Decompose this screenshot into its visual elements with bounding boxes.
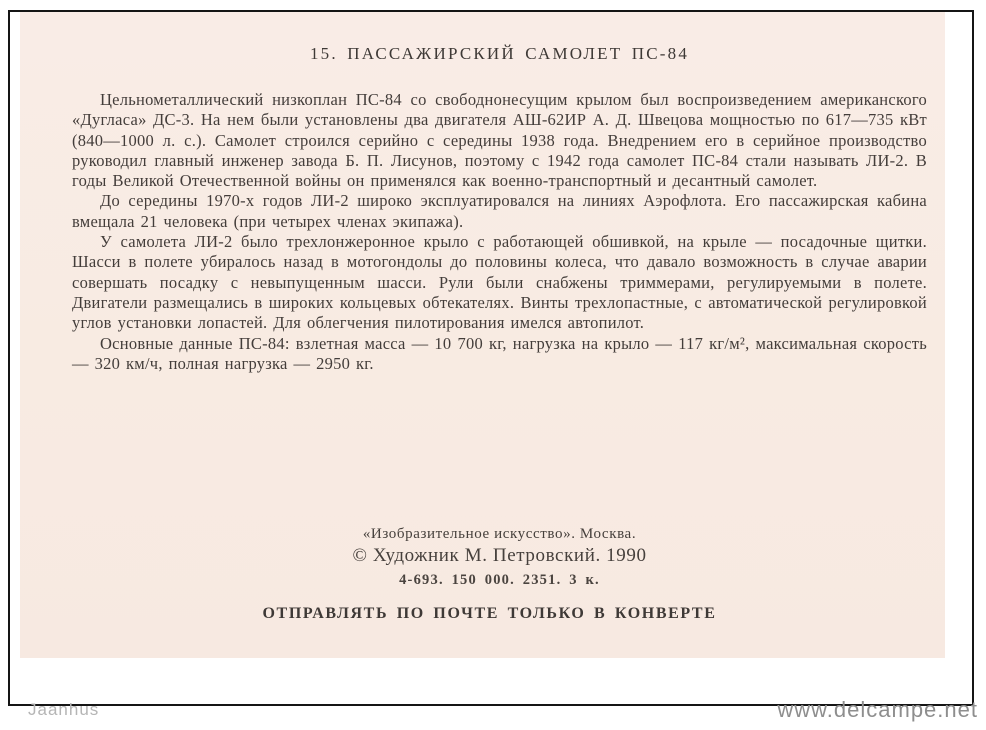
paragraph-history: Цельнометаллический низкоплан ПС-84 со свободнонесущим крылом был воспроизведением американского «Дугласа» ДС-3. На нем были установлены два двигателя АШ-62ИР А. Д. Швецова мощностью по 617—735 кВт (840—1000 л. с.). Самолет строился серийно с середины 1938 года. Внедрением его в серийное производство руководил главный инженер завода Б. П. Лисунов, поэтому с 1942 года самолет ПС-84 стали называть ЛИ-2. В годы Великой Отечественной войны он применялся как военно-транспортный и десантный самолет. bbox=[72, 90, 927, 191]
mailing-notice: ОТПРАВЛЯТЬ ПО ПОЧТЕ ТОЛЬКО В КОНВЕРТЕ bbox=[262, 605, 717, 623]
postcard-title: 15. ПАССАЖИРСКИЙ САМОЛЕТ ПС-84 bbox=[309, 44, 690, 63]
imprint-block bbox=[72, 526, 927, 589]
paragraph-specs: Основные данные ПС-84: взлетная масса — 10 700 кг, нагрузка на крыло — 117 кг/м², максимальная скорость — 320 км/ч, полная нагрузка — 2950 кг. bbox=[72, 333, 927, 373]
imprint-artist-copyright: © Художник М. Петровский. 1990 bbox=[352, 545, 647, 567]
scan-border-frame bbox=[8, 10, 974, 706]
imprint-print-code: 4-693. 150 000. 2351. 3 к. bbox=[399, 572, 600, 589]
watermark-site-url: www.delcampe.net bbox=[777, 697, 978, 722]
paragraph-design: У самолета ЛИ-2 было трехлонжеронное крыло с работающей обшивкой, на крыле — посадочные щитки. Шасси в полете убиралось назад в мотогондолы до половины колеса, что давало возможность в случае аварии совершать посадку с невыпущенным шасси. Рули были снабжены триммерами, регулируемыми в полете. Двигатели размещались в широких кольцевых обтекателях. Винты трехлопастные, с автоматической регулировкой углов установки лопастей. Для облегчения пилотирования имелся автопилот. bbox=[72, 232, 927, 333]
watermark-seller-name: Jaanhus bbox=[28, 700, 100, 719]
imprint-publisher: «Изобразительное искусство». Москва. bbox=[362, 526, 637, 543]
postcard-back bbox=[20, 12, 945, 658]
paragraph-service: До середины 1970-х годов ЛИ-2 широко эксплуатировался на линиях Аэрофлота. Его пассажирская кабина вмещала 21 человека (при четырех членах экипажа). bbox=[72, 191, 927, 231]
description-text bbox=[72, 90, 927, 374]
postcard-content bbox=[20, 12, 945, 623]
